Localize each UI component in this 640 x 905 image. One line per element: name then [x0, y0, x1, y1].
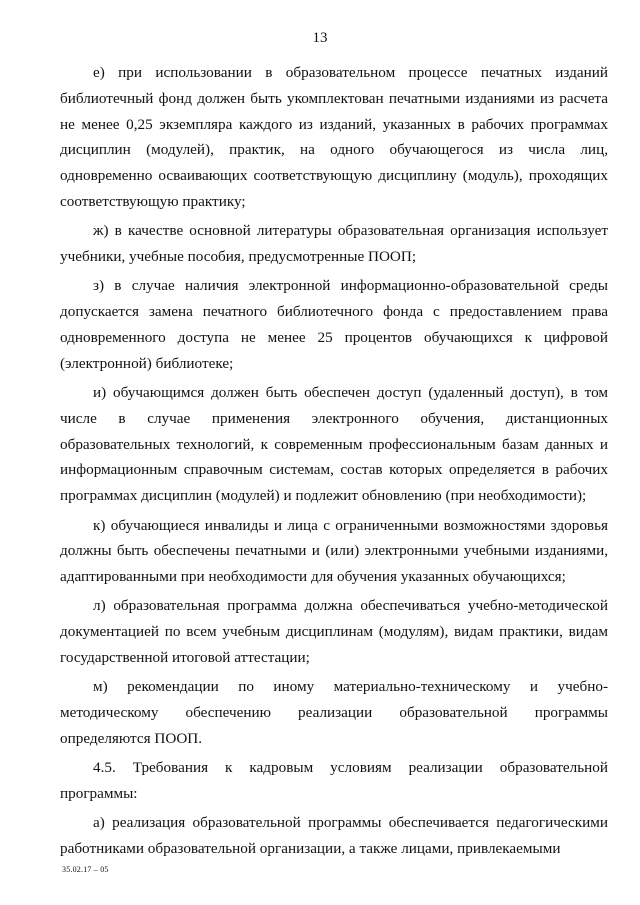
paragraph-l: л) образовательная программа должна обеспечиваться учебно-методической документацией по всем учебным дисциплинам (модулям), видам практики, видам государственной итоговой аттестации; [60, 597, 608, 667]
paragraph-e: е) при использовании в образовательном процессе печатных изданий библиотечный фонд должен быть укомплектован печатными изданиями из расчета не менее 0,25 экземпляра каждого из изданий, указанных в рабочих программах дисциплин (модулей), практик, на одного обучающегося из числа лиц, одновременно осваивающих соответствующую дисциплину (модуль), проходящих соответствующую практику; [60, 64, 608, 210]
paragraph-i: и) обучающимся должен быть обеспечен доступ (удаленный доступ), в том числе в случае применения электронного обучения, дистанционных образовательных технологий, к современным профессиональным базам данных и информационным справочным системам, состав которых определяется в рабочих программах дисциплин (модулей) и подлежит обновлению (при необходимости); [60, 384, 608, 505]
paragraph-z: з) в случае наличия электронной информационно-образовательной среды допускается замена печатного библиотечного фонда с предоставлением права одновременного доступа не менее 25 процентов обучающихся к цифровой (электронной) библиотеке; [60, 277, 608, 372]
paragraph-zh: ж) в качестве основной литературы образовательная организация использует учебники, учебные пособия, предусмотренные ПООП; [60, 222, 608, 266]
page-number: 13 [312, 30, 328, 46]
paragraph-a: а) реализация образовательной программы обеспечивается педагогическими работниками образовательной организации, а также лицами, привлекаемыми [60, 814, 608, 858]
document-code-footer: 35.02.17 – 05 [62, 865, 109, 874]
paragraph-k: к) обучающиеся инвалиды и лица с ограниченными возможностями здоровья должны быть обеспечены печатными и (или) электронными учебными изданиями, адаптированными при необходимости для обучения указанных обучающихся; [60, 516, 608, 586]
section-4-5-heading: 4.5. Требования к кадровым условиям реализации образовательной программы: [60, 759, 608, 803]
document-body [60, 60, 608, 865]
paragraph-m: м) рекомендации по иному материально-техническому и учебно-методическому обеспечению реализации образовательной программы определяются ПООП. [60, 678, 608, 747]
